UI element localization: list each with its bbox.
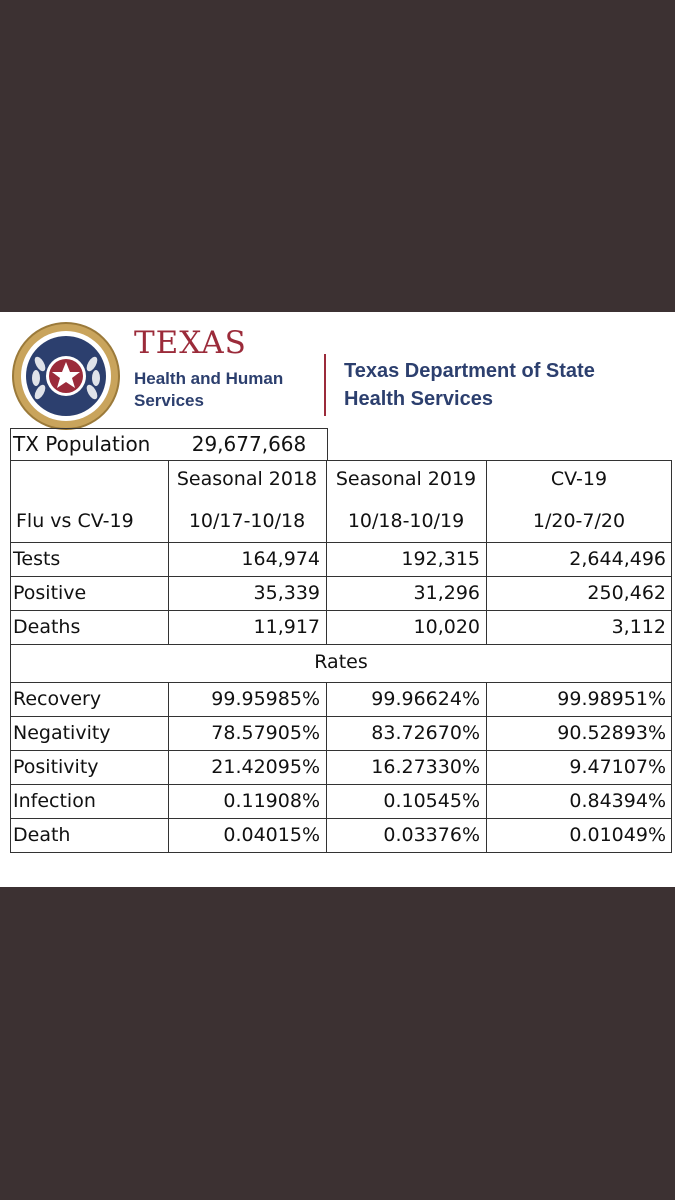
- population-top-border: [10, 428, 328, 429]
- rates-row-label: Negativity: [13, 722, 111, 744]
- dshs-name-line2: Health Services: [344, 388, 493, 410]
- rates-right-border: [671, 644, 672, 682]
- counts-cell: 164,974: [241, 548, 320, 570]
- rates-row-label: Positivity: [13, 756, 99, 778]
- col3-range: 1/20-7/20: [532, 510, 626, 532]
- row-label-header: Flu vs CV-19: [16, 510, 134, 532]
- row-divider: [10, 784, 672, 785]
- counts-row-label: Tests: [13, 548, 61, 570]
- rates-row-label: Infection: [13, 790, 96, 812]
- population-value: 29,677,668: [191, 432, 307, 456]
- col1-title: Seasonal 2018: [176, 468, 318, 490]
- rates-left-border: [10, 644, 11, 682]
- hhs-name-line1: Health and Human: [134, 369, 284, 388]
- header-divider: [324, 354, 326, 416]
- rates-cell: 9.47107%: [569, 756, 666, 778]
- table-left-border-upper: [10, 460, 11, 645]
- rates-cell: 90.52893%: [557, 722, 666, 744]
- row-divider: [10, 750, 672, 751]
- rates-cell: 78.57905%: [211, 722, 320, 744]
- rates-cell: 16.27330%: [371, 756, 480, 778]
- col1-range: 10/17-10/18: [188, 510, 306, 532]
- counts-cell: 3,112: [611, 616, 666, 638]
- row-divider: [10, 610, 672, 611]
- table-left-border-lower: [10, 682, 11, 853]
- rates-row-label: Recovery: [13, 688, 102, 710]
- texas-hhs-seal-icon: [10, 320, 122, 432]
- rates-cell: 0.10545%: [383, 790, 480, 812]
- counts-row-label: Deaths: [13, 616, 81, 638]
- rates-cell: 83.72670%: [371, 722, 480, 744]
- table-bottom-border: [10, 852, 672, 853]
- hhs-name-line2: Services: [134, 391, 204, 410]
- table-right-border-upper: [671, 460, 672, 645]
- rates-cell: 21.42095%: [211, 756, 320, 778]
- col-divider-3-lower: [486, 682, 487, 853]
- col2-title: Seasonal 2019: [335, 468, 477, 490]
- counts-cell: 192,315: [401, 548, 480, 570]
- counts-cell: 10,020: [413, 616, 480, 638]
- col2-range: 10/18-10/19: [347, 510, 465, 532]
- rates-cell: 99.96624%: [371, 688, 480, 710]
- texas-logo-text: TEXAS: [134, 325, 247, 361]
- row-divider: [10, 542, 672, 543]
- col-divider-2-upper: [326, 460, 327, 645]
- document-sheet: [0, 312, 675, 887]
- row-divider: [10, 818, 672, 819]
- rates-cell: 99.95985%: [211, 688, 320, 710]
- col-divider-1-upper: [168, 460, 169, 645]
- rates-heading: Rates: [314, 651, 368, 673]
- rates-cell: 0.11908%: [223, 790, 320, 812]
- counts-cell: 35,339: [253, 582, 320, 604]
- rates-cell: 0.84394%: [569, 790, 666, 812]
- col-divider-3-upper: [486, 460, 487, 645]
- row-divider: [10, 576, 672, 577]
- row-divider: [10, 716, 672, 717]
- col3-title: CV-19: [550, 468, 608, 490]
- counts-cell: 2,644,496: [569, 548, 666, 570]
- row-divider: [10, 644, 672, 645]
- col-divider-1-lower: [168, 682, 169, 853]
- counts-cell: 250,462: [587, 582, 666, 604]
- row-divider: [10, 682, 672, 683]
- rates-row-label: Death: [13, 824, 71, 846]
- counts-cell: 31,296: [413, 582, 480, 604]
- population-label: TX Population: [13, 432, 151, 456]
- rates-cell: 99.98951%: [557, 688, 666, 710]
- col-divider-2-lower: [326, 682, 327, 853]
- counts-cell: 11,917: [253, 616, 320, 638]
- table-right-border-lower: [671, 682, 672, 853]
- dshs-name-line1: Texas Department of State: [344, 360, 595, 382]
- rates-cell: 0.03376%: [383, 824, 480, 846]
- table-top-border: [10, 460, 672, 461]
- rates-cell: 0.04015%: [223, 824, 320, 846]
- counts-row-label: Positive: [13, 582, 87, 604]
- rates-cell: 0.01049%: [569, 824, 666, 846]
